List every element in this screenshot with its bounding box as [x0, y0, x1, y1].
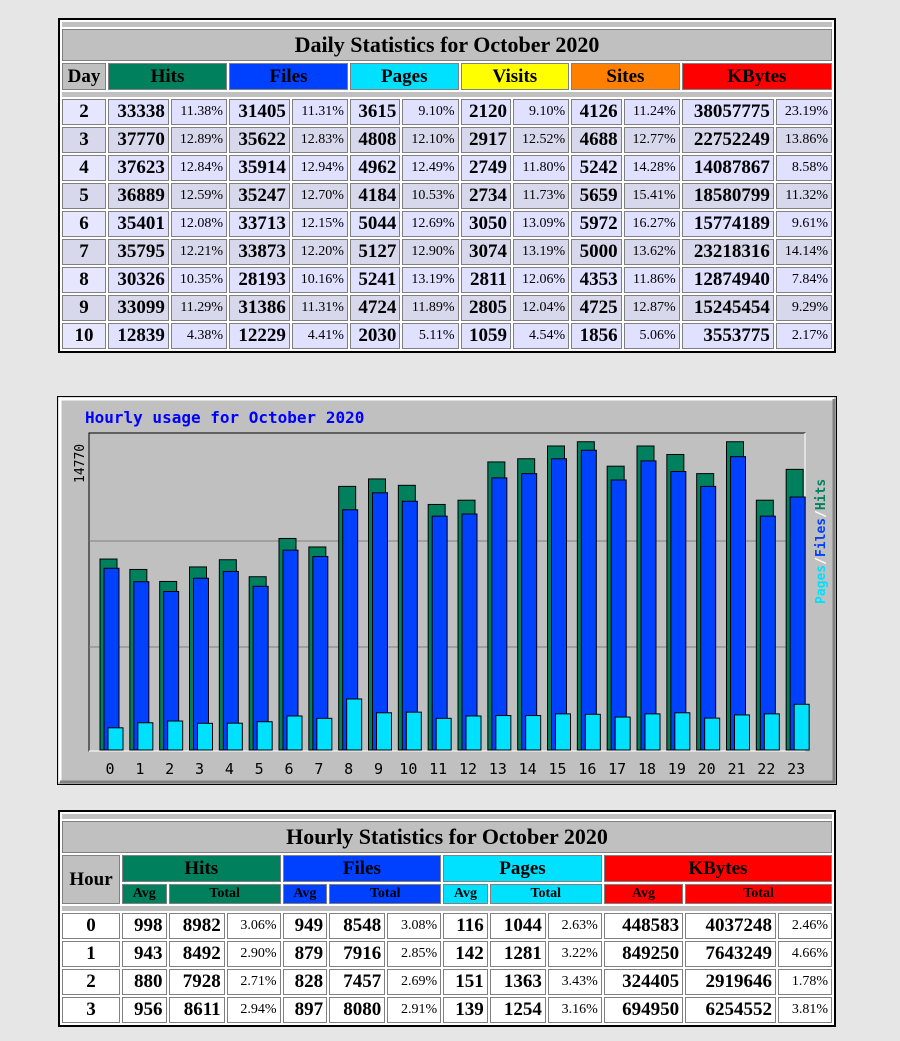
pages-avg-header: Avg: [443, 884, 488, 904]
table-top-separator: [62, 22, 832, 27]
x-tick-label: 3: [194, 760, 205, 778]
value-cell: 5659: [571, 183, 621, 209]
value-cell: 18580799: [682, 183, 774, 209]
pages-bar: [287, 716, 302, 750]
value-cell: 2919646: [685, 969, 776, 995]
percent-cell: 10.16%: [292, 267, 348, 293]
table-row: [62, 183, 832, 209]
pages-bar: [347, 699, 362, 750]
value-cell: 22752249: [682, 127, 774, 153]
value-cell: 943: [122, 941, 167, 967]
hourly-header-hits: Hits: [122, 855, 281, 882]
files-bar: [462, 514, 477, 750]
value-cell: 30326: [108, 267, 169, 293]
pages-bar: [615, 717, 630, 750]
daily-table-title: Daily Statistics for October 2020: [62, 29, 832, 61]
percent-cell: 15.41%: [624, 183, 680, 209]
percent-cell: 12.15%: [292, 211, 348, 237]
value-cell: 4126: [571, 99, 621, 125]
day-cell: 4: [62, 155, 106, 181]
table-row: [62, 941, 832, 967]
x-tick-label: 13: [488, 760, 507, 778]
percent-cell: 3.43%: [548, 969, 602, 995]
files-bar: [492, 478, 507, 750]
percent-cell: 11.31%: [292, 99, 348, 125]
value-cell: 12874940: [682, 267, 774, 293]
value-cell: 8080: [329, 997, 385, 1023]
pages-bar: [257, 722, 272, 750]
value-cell: 4725: [571, 295, 621, 321]
hourly-statistics-table: [58, 810, 836, 1027]
percent-cell: 12.06%: [513, 267, 569, 293]
value-cell: 998: [122, 913, 167, 939]
header-pages: Pages: [350, 63, 459, 90]
value-cell: 3553775: [682, 323, 774, 349]
day-cell: 5: [62, 183, 106, 209]
hourly-header-kbytes: KBytes: [604, 855, 832, 882]
percent-cell: 12.49%: [402, 155, 458, 181]
value-cell: 35914: [229, 155, 290, 181]
table-row: [62, 211, 832, 237]
value-cell: 324405: [604, 969, 683, 995]
files-bar: [373, 493, 388, 750]
hourly-table-title: Hourly Statistics for October 2020: [62, 821, 832, 853]
value-cell: 4688: [571, 127, 621, 153]
files-bar: [552, 459, 567, 750]
percent-cell: 5.06%: [624, 323, 680, 349]
value-cell: 5972: [571, 211, 621, 237]
value-cell: 1856: [571, 323, 621, 349]
percent-cell: 12.87%: [624, 295, 680, 321]
day-cell: 9: [62, 295, 106, 321]
value-cell: 35401: [108, 211, 169, 237]
header-hits: Hits: [108, 63, 227, 90]
percent-cell: 1.78%: [778, 969, 832, 995]
percent-cell: 2.94%: [227, 997, 281, 1023]
percent-cell: 2.71%: [227, 969, 281, 995]
kbytes-total-header: Total: [685, 884, 832, 904]
x-tick-label: 17: [608, 760, 627, 778]
table-row: [62, 155, 832, 181]
percent-cell: 13.86%: [776, 127, 832, 153]
percent-cell: 9.61%: [776, 211, 832, 237]
legend-entry: /: [814, 557, 829, 565]
percent-cell: 11.38%: [171, 99, 227, 125]
percent-cell: 12.83%: [292, 127, 348, 153]
hits-total-header: Total: [169, 884, 281, 904]
value-cell: 5242: [571, 155, 621, 181]
percent-cell: 11.86%: [624, 267, 680, 293]
day-cell: 2: [62, 99, 106, 125]
value-cell: 5127: [350, 239, 400, 265]
percent-cell: 12.94%: [292, 155, 348, 181]
legend-entry: Files: [814, 517, 829, 558]
x-tick-label: 2: [165, 760, 175, 778]
files-bar: [611, 480, 626, 750]
percent-cell: 13.09%: [513, 211, 569, 237]
percent-cell: 3.81%: [778, 997, 832, 1023]
x-tick-label: 12: [458, 760, 478, 778]
header-files: Files: [229, 63, 348, 90]
table-row: [62, 323, 832, 349]
value-cell: 33873: [229, 239, 290, 265]
x-tick-label: 20: [697, 760, 716, 778]
percent-cell: 14.14%: [776, 239, 832, 265]
percent-cell: 10.53%: [402, 183, 458, 209]
percent-cell: 11.73%: [513, 183, 569, 209]
percent-cell: 4.66%: [778, 941, 832, 967]
daily-table-body: [62, 99, 832, 349]
day-cell: 6: [62, 211, 106, 237]
percent-cell: 16.27%: [624, 211, 680, 237]
x-tick-label: 0: [105, 760, 115, 778]
pages-bar: [227, 723, 242, 750]
value-cell: 15774189: [682, 211, 774, 237]
percent-cell: 14.28%: [624, 155, 680, 181]
legend-entry: Pages: [814, 564, 829, 604]
value-cell: 2805: [461, 295, 511, 321]
table-row: [62, 127, 832, 153]
pages-bar: [526, 716, 541, 750]
x-tick-label: 10: [399, 760, 418, 778]
x-tick-label: 11: [429, 760, 448, 778]
files-bar: [701, 486, 716, 750]
value-cell: 2917: [461, 127, 511, 153]
value-cell: 956: [122, 997, 167, 1023]
header-separator: [62, 92, 832, 97]
value-cell: 879: [283, 941, 328, 967]
value-cell: 7916: [329, 941, 385, 967]
percent-cell: 11.24%: [624, 99, 680, 125]
value-cell: 1254: [490, 997, 546, 1023]
value-cell: 142: [443, 941, 488, 967]
x-tick-label: 7: [314, 760, 324, 778]
value-cell: 2749: [461, 155, 511, 181]
value-cell: 4353: [571, 267, 621, 293]
header-visits: Visits: [461, 63, 570, 90]
files-bar: [522, 474, 537, 750]
value-cell: 31386: [229, 295, 290, 321]
header-sites: Sites: [571, 63, 680, 90]
pages-bar: [406, 712, 421, 750]
percent-cell: 2.17%: [776, 323, 832, 349]
value-cell: 12839: [108, 323, 169, 349]
percent-cell: 13.19%: [513, 239, 569, 265]
value-cell: 2811: [461, 267, 511, 293]
percent-cell: 9.10%: [513, 99, 569, 125]
pages-bar: [496, 716, 511, 750]
pages-bar: [198, 723, 213, 750]
value-cell: 37623: [108, 155, 169, 181]
percent-cell: 9.10%: [402, 99, 458, 125]
value-cell: 3615: [350, 99, 400, 125]
value-cell: 880: [122, 969, 167, 995]
value-cell: 38057775: [682, 99, 774, 125]
percent-cell: 11.32%: [776, 183, 832, 209]
value-cell: 15245454: [682, 295, 774, 321]
x-tick-label: 16: [578, 760, 597, 778]
value-cell: 5044: [350, 211, 400, 237]
chart-title: Hourly usage for October 2020: [85, 408, 365, 427]
value-cell: 3074: [461, 239, 511, 265]
value-cell: 7928: [169, 969, 225, 995]
x-tick-label: 9: [373, 760, 384, 778]
value-cell: 3050: [461, 211, 511, 237]
percent-cell: 12.90%: [402, 239, 458, 265]
day-cell: 8: [62, 267, 106, 293]
table-row: [62, 997, 832, 1023]
value-cell: 14087867: [682, 155, 774, 181]
value-cell: 1363: [490, 969, 546, 995]
percent-cell: 13.62%: [624, 239, 680, 265]
value-cell: 7457: [329, 969, 385, 995]
percent-cell: 2.85%: [387, 941, 441, 967]
percent-cell: 3.16%: [548, 997, 602, 1023]
x-tick-label: 23: [787, 760, 806, 778]
files-avg-header: Avg: [283, 884, 328, 904]
value-cell: 33099: [108, 295, 169, 321]
files-bar: [104, 568, 119, 750]
files-bar: [432, 516, 447, 750]
value-cell: 35795: [108, 239, 169, 265]
value-cell: 31405: [229, 99, 290, 125]
value-cell: 33713: [229, 211, 290, 237]
value-cell: 151: [443, 969, 488, 995]
value-cell: 8492: [169, 941, 225, 967]
percent-cell: 2.90%: [227, 941, 281, 967]
percent-cell: 12.69%: [402, 211, 458, 237]
value-cell: 8982: [169, 913, 225, 939]
pages-bar: [168, 721, 183, 750]
percent-cell: 12.08%: [171, 211, 227, 237]
percent-cell: 12.84%: [171, 155, 227, 181]
value-cell: 4037248: [685, 913, 776, 939]
hour-cell: 1: [62, 941, 120, 967]
hour-cell: 3: [62, 997, 120, 1023]
value-cell: 2030: [350, 323, 400, 349]
value-cell: 1044: [490, 913, 546, 939]
table-row: [62, 913, 832, 939]
x-tick-label: 21: [727, 760, 746, 778]
value-cell: 1281: [490, 941, 546, 967]
x-tick-label: 5: [254, 760, 264, 778]
percent-cell: 3.08%: [387, 913, 441, 939]
percent-cell: 12.77%: [624, 127, 680, 153]
value-cell: 12229: [229, 323, 290, 349]
percent-cell: 3.06%: [227, 913, 281, 939]
pages-bar: [585, 714, 600, 750]
x-tick-label: 1: [135, 760, 145, 778]
value-cell: 1059: [461, 323, 511, 349]
value-cell: 28193: [229, 267, 290, 293]
percent-cell: 12.20%: [292, 239, 348, 265]
x-tick-label: 19: [667, 760, 686, 778]
value-cell: 35247: [229, 183, 290, 209]
x-tick-label: 8: [344, 760, 354, 778]
value-cell: 4184: [350, 183, 400, 209]
pages-bar: [108, 728, 123, 750]
daily-statistics-table: [58, 18, 836, 353]
hourly-top-separator: [62, 814, 832, 819]
value-cell: 8611: [169, 997, 225, 1023]
percent-cell: 11.89%: [402, 295, 458, 321]
y-max-label: 14770: [73, 443, 88, 483]
table-row: [62, 295, 832, 321]
hourly-header-files: Files: [283, 855, 442, 882]
header-kbytes: KBytes: [682, 63, 832, 90]
value-cell: 33338: [108, 99, 169, 125]
files-total-header: Total: [329, 884, 441, 904]
percent-cell: 4.41%: [292, 323, 348, 349]
percent-cell: 4.54%: [513, 323, 569, 349]
percent-cell: 11.31%: [292, 295, 348, 321]
value-cell: 116: [443, 913, 488, 939]
percent-cell: 23.19%: [776, 99, 832, 125]
percent-cell: 2.46%: [778, 913, 832, 939]
hits-avg-header: Avg: [122, 884, 167, 904]
percent-cell: 12.04%: [513, 295, 569, 321]
x-tick-label: 22: [757, 760, 776, 778]
day-cell: 3: [62, 127, 106, 153]
files-bar: [731, 457, 746, 750]
legend-entry: Hits: [814, 478, 829, 511]
value-cell: 37770: [108, 127, 169, 153]
pages-bar: [317, 718, 332, 750]
percent-cell: 9.29%: [776, 295, 832, 321]
hourly-header-separator: [62, 906, 832, 911]
pages-bar: [377, 713, 392, 750]
day-cell: 7: [62, 239, 106, 265]
value-cell: 2120: [461, 99, 511, 125]
table-row: [62, 267, 832, 293]
percent-cell: 2.63%: [548, 913, 602, 939]
value-cell: 4962: [350, 155, 400, 181]
percent-cell: 11.80%: [513, 155, 569, 181]
hour-cell: 0: [62, 913, 120, 939]
percent-cell: 12.59%: [171, 183, 227, 209]
value-cell: 6254552: [685, 997, 776, 1023]
files-bar: [641, 461, 656, 750]
pages-bar: [735, 715, 750, 750]
hourly-usage-chart: [57, 396, 837, 785]
x-tick-label: 18: [637, 760, 657, 778]
pages-bar: [764, 714, 779, 750]
value-cell: 448583: [604, 913, 683, 939]
hourly-table-body: [62, 913, 832, 1023]
percent-cell: 13.19%: [402, 267, 458, 293]
pages-bar: [645, 714, 660, 750]
percent-cell: 8.58%: [776, 155, 832, 181]
value-cell: 8548: [329, 913, 385, 939]
value-cell: 139: [443, 997, 488, 1023]
value-cell: 4724: [350, 295, 400, 321]
percent-cell: 7.84%: [776, 267, 832, 293]
pages-bar: [436, 718, 451, 750]
kbytes-avg-header: Avg: [604, 884, 683, 904]
x-tick-label: 15: [548, 760, 567, 778]
percent-cell: 5.11%: [402, 323, 458, 349]
percent-cell: 3.22%: [548, 941, 602, 967]
value-cell: 949: [283, 913, 328, 939]
pages-bar: [466, 716, 481, 750]
table-row: [62, 969, 832, 995]
pages-bar: [705, 718, 720, 750]
percent-cell: 2.91%: [387, 997, 441, 1023]
chart-legend: [814, 479, 829, 604]
value-cell: 35622: [229, 127, 290, 153]
legend-entry: /: [814, 510, 829, 518]
value-cell: 5241: [350, 267, 400, 293]
percent-cell: 12.21%: [171, 239, 227, 265]
value-cell: 694950: [604, 997, 683, 1023]
files-bar: [581, 450, 596, 750]
value-cell: 23218316: [682, 239, 774, 265]
pages-bar: [138, 723, 153, 750]
table-row: [62, 99, 832, 125]
value-cell: 897: [283, 997, 328, 1023]
value-cell: 5000: [571, 239, 621, 265]
value-cell: 7643249: [685, 941, 776, 967]
percent-cell: 12.89%: [171, 127, 227, 153]
percent-cell: 12.70%: [292, 183, 348, 209]
value-cell: 4808: [350, 127, 400, 153]
percent-cell: 12.10%: [402, 127, 458, 153]
hourly-header-pages: Pages: [443, 855, 602, 882]
x-tick-label: 14: [518, 760, 537, 778]
percent-cell: 4.38%: [171, 323, 227, 349]
value-cell: 828: [283, 969, 328, 995]
pages-bar: [556, 714, 571, 750]
percent-cell: 11.29%: [171, 295, 227, 321]
pages-total-header: Total: [490, 884, 602, 904]
percent-cell: 2.69%: [387, 969, 441, 995]
day-cell: 10: [62, 323, 106, 349]
x-tick-label: 6: [284, 760, 294, 778]
value-cell: 2734: [461, 183, 511, 209]
value-cell: 36889: [108, 183, 169, 209]
pages-bar: [794, 704, 809, 750]
header-hour: Hour: [62, 855, 120, 904]
x-tick-label: 4: [224, 760, 234, 778]
pages-bar: [675, 713, 690, 750]
table-row: [62, 239, 832, 265]
value-cell: 849250: [604, 941, 683, 967]
hour-cell: 2: [62, 969, 120, 995]
percent-cell: 10.35%: [171, 267, 227, 293]
header-day: Day: [62, 63, 106, 90]
percent-cell: 12.52%: [513, 127, 569, 153]
files-bar: [671, 472, 686, 750]
